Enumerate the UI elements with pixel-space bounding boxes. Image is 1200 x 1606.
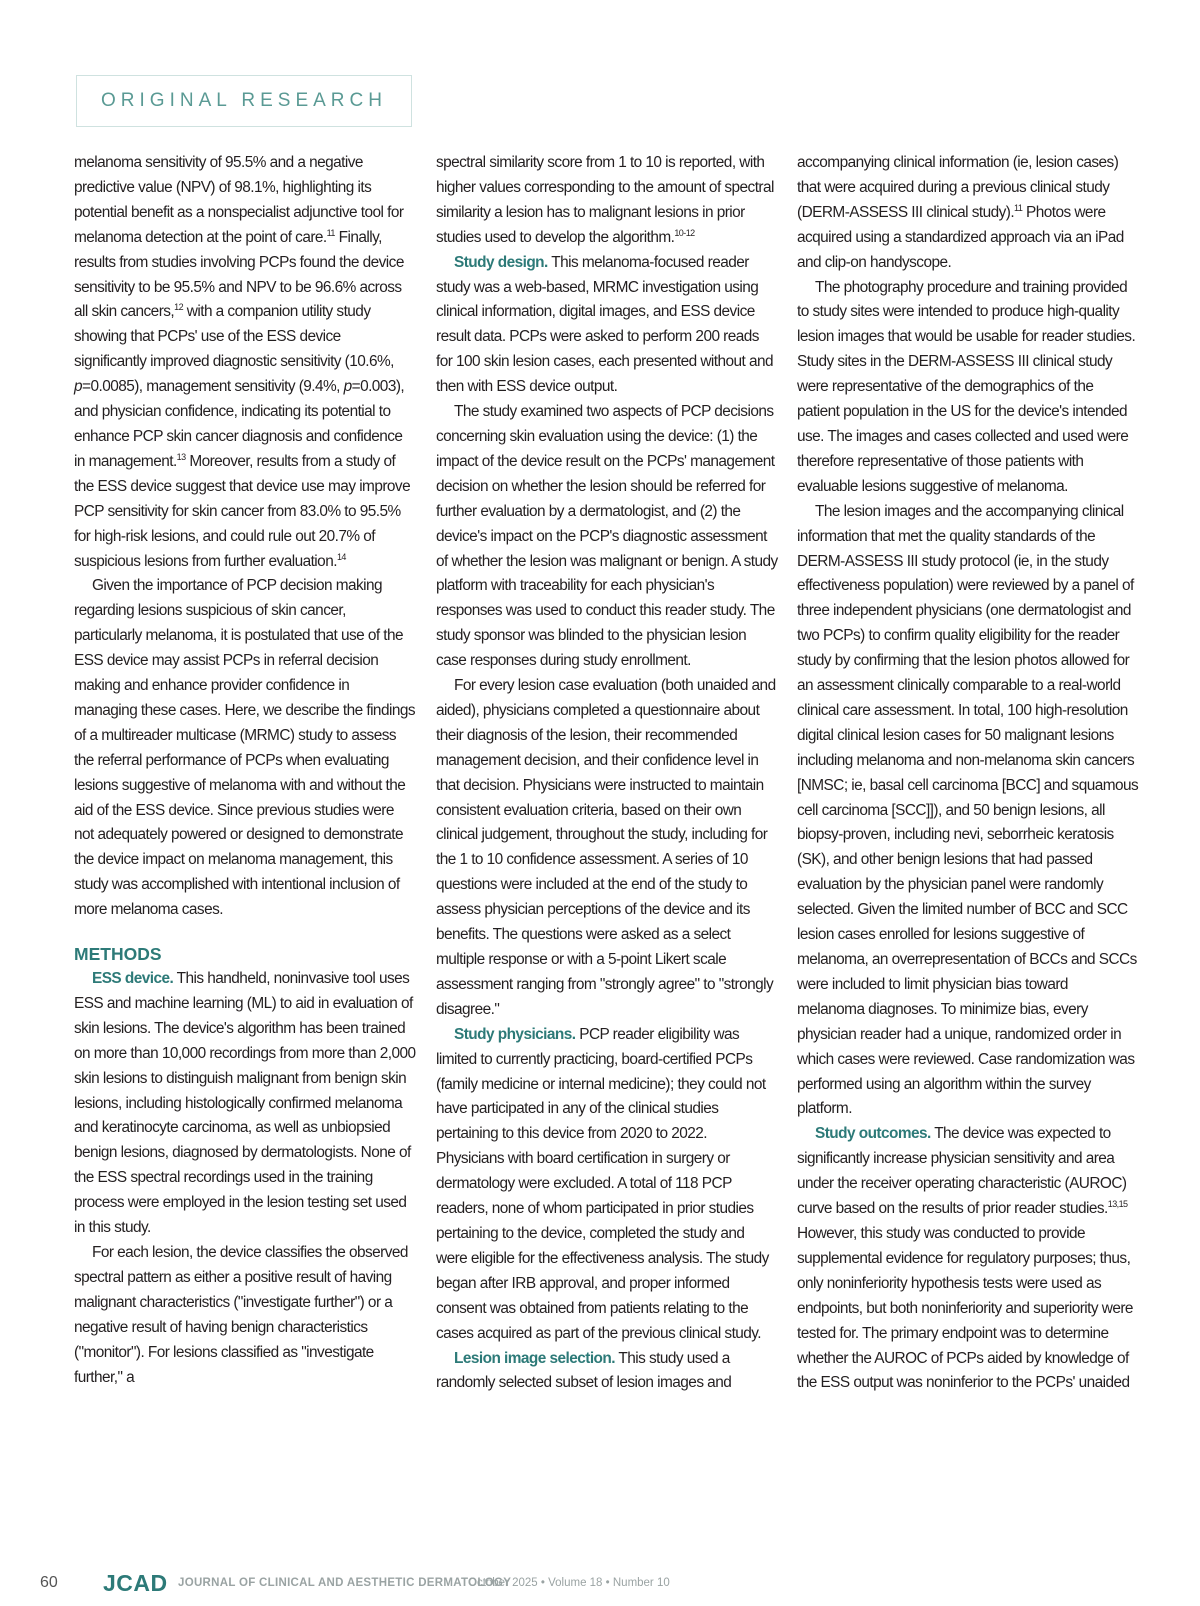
citation: 12 (174, 302, 184, 313)
citation: 11 (1014, 202, 1023, 213)
citation: 11 (326, 227, 335, 238)
paragraph: The study examined two aspects of PCP decisions concerning skin evaluation using the device: (1) the impact of the device result on the PCPs' management decision on whether the lesion should be referred for further evaluation by a dermatologist, and (2) the device's impact on the PCP's diagnostic assessment of whether the lesion was malignant or benign. A study platform with traceability for each physician's responses was used to conduct this reader study. The study sponsor was blinded to the physician lesion case responses during study enrollment. (436, 403, 778, 670)
run-in-heading: ESS device. (92, 970, 174, 987)
paragraph: spectral similarity score from 1 to 10 is reported, with higher values corresponding to the amount of spectral similarity a lesion has to malignant lesions in prior studies used to develop the algorithm.$^{10-12}$ (436, 154, 774, 246)
journal-name: JOURNAL OF CLINICAL AND AESTHETIC DERMATOLOGY (178, 1577, 512, 1589)
section-label-box (76, 75, 412, 127)
methods-heading: METHODS (74, 944, 162, 965)
text-column-3 (797, 151, 1139, 1396)
citation: 10-12 (674, 227, 695, 238)
paragraph: ESS device. This handheld, noninvasive tool uses ESS and machine learning (ML) to aid in evaluation of skin lesions. The device's algorithm has been trained on more than 10,000 recordings from more than 2,000 skin lesions to distinguish malignant from benign skin lesions, including histologically confirmed melanoma and keratinocyte carcinoma, as well as unbiopsied benign lesions, diagnosed by dermatologists. None of the ESS spectral recordings used in the training process were employed in the lesion testing set used in this study. (74, 970, 416, 1237)
run-in-heading: Study design. (454, 253, 548, 271)
paragraph: Lesion image selection. This study used a randomly selected subset of lesion images and (436, 1349, 732, 1392)
paragraph: accompanying clinical information (ie, lesion cases) that were acquired during a previous clinical study (DERM-ASSESS III clinical study).$^{11}$ Photos were acquired using a standardized approach via an iPad and clip-on handyscope. (797, 154, 1124, 271)
run-in-heading: Study physicians. (454, 1025, 576, 1043)
paragraph: Given the importance of PCP decision making regarding lesions suspicious of skin cancer, particularly melanoma, it is postulated that use of the ESS device may assist PCPs in referral decision making and enhance provider confidence in managing these cases. Here, we describe the findings of a multireader multicase (MRMC) study to assess the referral performance of PCPs when evaluating lesions suggestive of melanoma with and without the aid of the ESS device. Since previous studies were not adequately powered or designed to demonstrate the device impact on melanoma management, this study was accomplished with intentional inclusion of more melanoma cases. (74, 577, 415, 919)
section-label: ORIGINAL RESEARCH (101, 90, 387, 111)
text-column-2 (436, 151, 778, 1396)
page-footer (0, 1570, 1200, 1600)
paragraph: Study physicians. PCP reader eligibility was limited to currently practicing, board-certified PCPs (family medicine or internal medicine); they could not have participated in any of the clinical studies pertaining to this device from 2020 to 2022. Physicians with board certification in surgery or dermatology were excluded. A total of 118 PCP readers, none of whom participated in prior studies pertaining to the device, completed the study and were eligible for the effectiveness analysis. The study began after IRB approval, and proper informed consent was obtained from patients relating to the cases acquired as part of the previous clinical study. (436, 1025, 769, 1342)
citation: 13 (176, 451, 186, 462)
run-in-heading: Lesion image selection. (454, 1349, 615, 1367)
page-number: 60 (40, 1574, 58, 1591)
paragraph: The lesion images and the accompanying clinical information that met the quality standards of the DERM-ASSESS III study protocol (ie, in the study effectiveness population) were reviewed by a panel of three independent physicians (one dermatologist and two PCPs) to confirm quality eligibility for the reader study by confirming that the lesion photos allowed for an assessment clinically comparable to a real-world clinical care assessment. In total, 100 high-resolution digital clinical lesion cases for 50 malignant lesions including melanoma and non-melanoma skin cancers [NMSC; ie, basal cell carcinoma [BCC] and squamous cell carcinoma [SCC]]), and 50 benign lesions, all biopsy-proven, including nevi, seborrheic keratosis (SK), and other benign lesions that had passed evaluation by the physician panel were randomly selected. Given the limited number of BCC and SCC lesion cases enrolled for lesions suggestive of melanoma, an overrepresentation of BCCs and SCCs were included to limit physician bias toward melanoma diagnoses. To minimize bias, every physician reader had a unique, randomized order in which cases were reviewed. Case randomization was performed using an algorithm within the survey platform. (797, 502, 1139, 1118)
citation: 13,15 (1107, 1198, 1128, 1209)
text-column-1 (74, 151, 416, 1390)
paragraph: melanoma sensitivity of 95.5% and a negative predictive value (NPV) of 98.1%, highlighting its potential benefit as a nonspecialist adjunctive tool for melanoma detection at the point of care.$^{11}$ Finally, results from studies involving PCPs found the device sensitivity to be 95.5% and NPV to be 96.6% across all skin cancers,$^{12}$ with a companion utility study showing that PCPs' use of the ESS device significantly improved diagnostic sensitivity (10.6%, p=0.0085), management sensitivity (9.4%, p=0.003), and physician confidence, indicating its potential to enhance PCP skin cancer diagnosis and confidence in management.$^{13}$ Moreover, results from a study of the ESS device suggest that device use may improve PCP sensitivity for skin cancer from 83.0% to 95.5% for high-risk lesions, and could rule out 20.7% of suspicious lesions from further evaluation.$^{14}$ (74, 154, 411, 570)
issue-info: October 2025 • Volume 18 • Number 10 (468, 1577, 670, 1589)
paragraph: For each lesion, the device classifies the observed spectral pattern as either a positive result of having malignant characteristics ("investigate further") or a negative result of having benign characteristics ("monitor"). For lesions classified as "investigate further," a (74, 1243, 408, 1386)
journal-logo: JCAD (103, 1570, 168, 1596)
citation: 14 (336, 551, 346, 562)
paragraph: Study design. This melanoma-focused reader study was a web-based, MRMC investigation using clinical information, digital images, and ESS device result data. PCPs were asked to perform 200 reads for 100 skin lesion cases, each presented without and then with ESS device output. (436, 253, 774, 396)
paragraph: Study outcomes. The device was expected to significantly increase physician sensitivity and area under the receiver operating characteristic (AUROC) curve based on the results of prior reader studies.$^{13,15}$ However, this study was conducted to provide supplemental evidence for regulatory purposes; thus, only noninferiority hypothesis tests were used as endpoints, but both noninferiority and superiority were tested for. The primary endpoint was to determine whether the AUROC of PCPs aided by knowledge of the ESS output was noninferior to the PCPs' unaided (797, 1125, 1133, 1392)
run-in-heading: Study outcomes. (815, 1125, 931, 1143)
paragraph: For every lesion case evaluation (both unaided and aided), physicians completed a questionnaire about their diagnosis of the lesion, their recommended management decision, and their confidence level in that decision. Physicians were instructed to maintain consistent evaluation criteria, based on their own clinical judgement, throughout the study, including for the 1 to 10 confidence assessment. A series of 10 questions were included at the end of the study to assess physician perceptions of the device and its benefits. The questions were asked as a select multiple response or with a 5-point Likert scale assessment ranging from "strongly agree" to "strongly disagree." (436, 677, 776, 1018)
paragraph: The photography procedure and training provided to study sites were intended to produce high-quality lesion images that would be usable for reader studies. Study sites in the DERM-ASSESS III clinical study were representative of the demographics of the patient population in the US for the device's intended use. The images and cases collected and used were therefore representative of those patients with evaluable lesions suggestive of melanoma. (797, 278, 1136, 495)
